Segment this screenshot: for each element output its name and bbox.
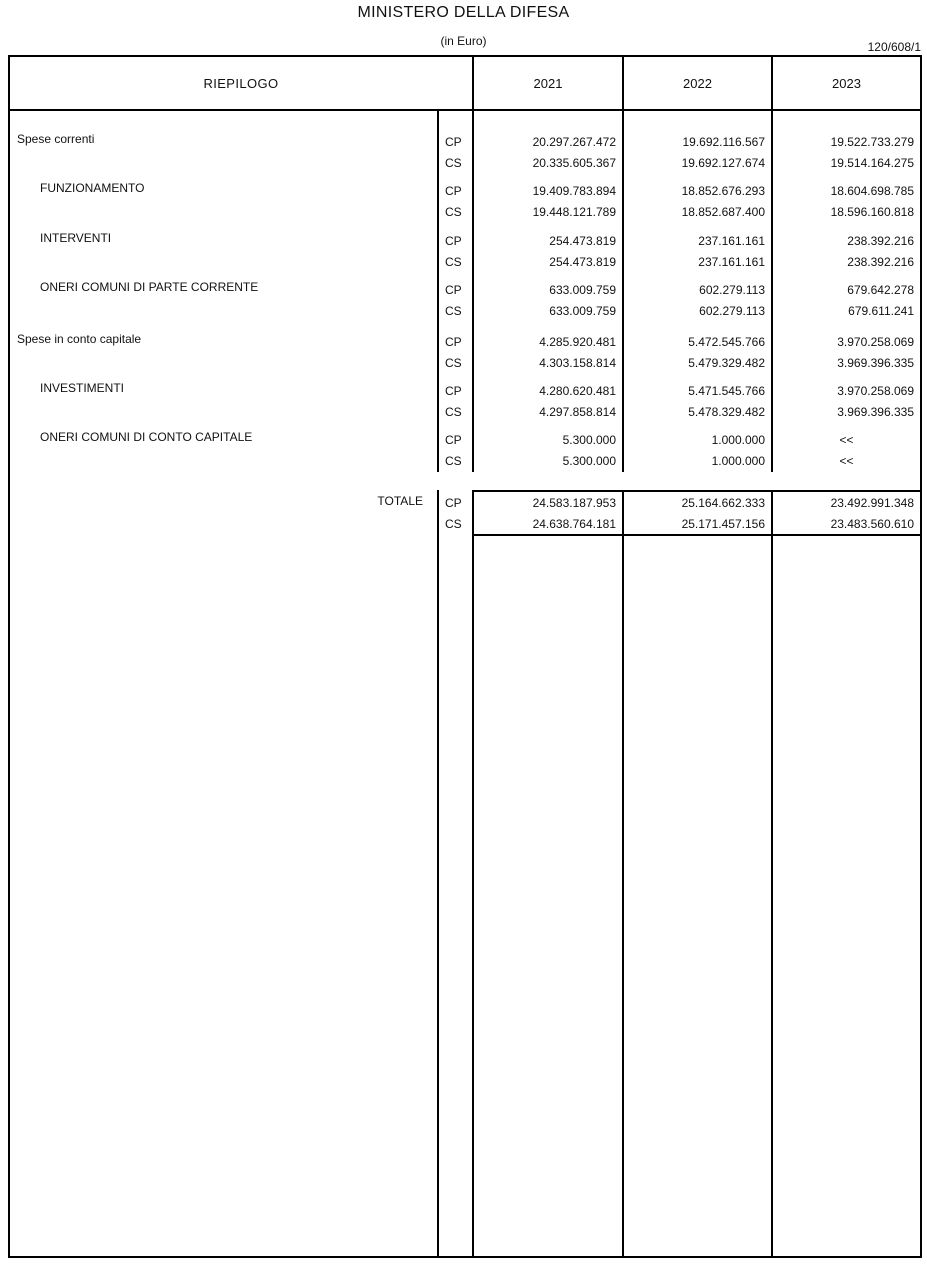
cs-label: CS — [445, 156, 462, 170]
cp-label: CP — [445, 433, 462, 447]
cp-value: 4.285.920.481 — [539, 335, 616, 349]
cp-value: 602.279.113 — [699, 283, 765, 297]
cp-label: CP — [445, 234, 462, 248]
cs-label: CS — [445, 454, 462, 468]
empty-cell — [437, 536, 472, 1256]
cs-value: 254.473.819 — [549, 255, 616, 269]
value-cell-2023 — [771, 111, 920, 174]
cp-value: 237.161.161 — [698, 234, 765, 248]
cp-label: CP — [445, 184, 462, 198]
cp-cs-labels — [437, 111, 472, 174]
value-cell-2021 — [472, 423, 622, 472]
cs-value: 18.852.687.400 — [681, 205, 765, 219]
value-cell-2021 — [472, 273, 622, 322]
cs-value: 5.300.000 — [562, 454, 616, 468]
value-cell-2023 — [771, 223, 920, 273]
cs-value: 18.596.160.818 — [830, 205, 914, 219]
cp-value: 25.164.662.333 — [681, 496, 765, 510]
cp-value: 633.009.759 — [549, 283, 616, 297]
table-row-investimenti — [10, 374, 920, 423]
cp-value: 3.970.258.069 — [837, 335, 914, 349]
row-label: Spese correnti — [17, 132, 95, 146]
row-label: FUNZIONAMENTO — [40, 181, 145, 195]
empty-cell — [10, 536, 437, 1256]
cp-label: CP — [445, 496, 462, 510]
cp-label: CP — [445, 335, 462, 349]
cs-value: 633.009.759 — [549, 304, 616, 318]
cp-cs-labels — [437, 273, 472, 322]
value-cell-2023 — [771, 423, 920, 472]
table-header-row — [10, 57, 920, 111]
cp-value: 3.970.258.069 — [837, 384, 914, 398]
cs-value: 1.000.000 — [711, 454, 765, 468]
row-label: INVESTIMENTI — [40, 381, 125, 395]
table-row-interventi — [10, 223, 920, 273]
cp-value: 19.409.783.894 — [532, 184, 616, 198]
cp-cs-labels — [437, 174, 472, 223]
value-cell-2022 — [622, 423, 771, 472]
cs-value: 19.448.121.789 — [532, 205, 616, 219]
cs-value: 5.479.329.482 — [688, 356, 765, 370]
table-row-spese-correnti — [10, 111, 920, 174]
cs-value: 4.303.158.814 — [539, 356, 616, 370]
cs-label: CS — [445, 205, 462, 219]
totale-label: TOTALE — [377, 494, 423, 508]
cp-value: 5.300.000 — [562, 433, 616, 447]
cp-label: CP — [445, 283, 462, 297]
value-cell-2022 — [622, 174, 771, 223]
cp-value: 254.473.819 — [549, 234, 616, 248]
cs-label: CS — [445, 356, 462, 370]
row-label: INTERVENTI — [40, 231, 112, 245]
cp-value: 1.000.000 — [711, 433, 765, 447]
table-empty-area — [10, 536, 920, 1256]
value-cell-2022 — [622, 374, 771, 423]
header-year-2021: 2021 — [472, 57, 622, 109]
cp-label: CP — [445, 135, 462, 149]
cp-value: << — [839, 433, 854, 447]
row-label: ONERI COMUNI DI PARTE CORRENTE — [40, 280, 259, 294]
cp-value: 679.642.278 — [847, 283, 914, 297]
total-cell-2022 — [622, 490, 771, 536]
empty-cell — [472, 536, 622, 1256]
total-cell-2021 — [472, 490, 622, 536]
total-cell-2023 — [771, 490, 920, 536]
cs-value: 238.392.216 — [847, 255, 914, 269]
value-cell-2022 — [622, 111, 771, 174]
cs-value: 19.514.164.275 — [830, 156, 914, 170]
summary-table — [8, 55, 922, 1258]
cs-value: 25.171.457.156 — [681, 517, 765, 531]
cs-value: << — [839, 454, 854, 468]
value-cell-2023 — [771, 174, 920, 223]
empty-cell — [771, 536, 920, 1256]
cp-value: 19.692.116.567 — [682, 135, 765, 149]
cp-value: 23.492.991.348 — [830, 496, 914, 510]
cs-value: 3.969.396.335 — [837, 356, 914, 370]
cp-value: 19.522.733.279 — [830, 135, 914, 149]
cp-value: 18.852.676.293 — [681, 184, 765, 198]
cs-label: CS — [445, 255, 462, 269]
cs-value: 23.483.560.610 — [830, 517, 914, 531]
empty-cell — [622, 536, 771, 1256]
currency-note: (in Euro) — [440, 34, 487, 48]
row-label: ONERI COMUNI DI CONTO CAPITALE — [40, 430, 253, 444]
page-title: MINISTERO DELLA DIFESA — [357, 4, 570, 21]
cs-label: CS — [445, 517, 462, 531]
header-year-2022: 2022 — [622, 57, 771, 109]
value-cell-2022 — [622, 273, 771, 322]
value-cell-2021 — [472, 322, 622, 374]
cp-label: CP — [445, 384, 462, 398]
cs-value: 4.297.858.814 — [539, 405, 616, 419]
cs-value: 19.692.127.674 — [681, 156, 765, 170]
table-row-funzionamento — [10, 174, 920, 223]
cp-value: 5.472.545.766 — [688, 335, 765, 349]
header-year-2023: 2023 — [771, 57, 920, 109]
cp-cs-labels — [437, 374, 472, 423]
value-cell-2021 — [472, 223, 622, 273]
value-cell-2023 — [771, 322, 920, 374]
cs-value: 20.335.605.367 — [532, 156, 616, 170]
table-row-totale — [10, 490, 920, 536]
cs-value: 602.279.113 — [699, 304, 765, 318]
table-row-oneri-conto-capitale — [10, 423, 920, 472]
row-label: Spese in conto capitale — [17, 332, 142, 346]
value-cell-2023 — [771, 273, 920, 322]
value-cell-2022 — [622, 322, 771, 374]
cs-value: 24.638.764.181 — [532, 517, 616, 531]
cp-cs-labels — [437, 490, 472, 536]
cp-cs-labels — [437, 322, 472, 374]
cp-value: 20.297.267.472 — [532, 135, 616, 149]
table-row-spese-conto-capitale — [10, 322, 920, 374]
value-cell-2021 — [472, 174, 622, 223]
table-row-oneri-parte-corrente — [10, 273, 920, 322]
cs-value: 237.161.161 — [698, 255, 765, 269]
cs-value: 3.969.396.335 — [837, 405, 914, 419]
cs-value: 5.478.329.482 — [688, 405, 765, 419]
value-cell-2021 — [472, 374, 622, 423]
cp-value: 18.604.698.785 — [830, 184, 914, 198]
cp-value: 5.471.545.766 — [688, 384, 765, 398]
cp-value: 24.583.187.953 — [532, 496, 616, 510]
value-cell-2021 — [472, 111, 622, 174]
cs-label: CS — [445, 304, 462, 318]
document-code: 120/608/1 — [867, 40, 921, 54]
value-cell-2022 — [622, 223, 771, 273]
cp-cs-labels — [437, 223, 472, 273]
cp-value: 4.280.620.481 — [539, 384, 616, 398]
cp-value: 238.392.216 — [847, 234, 914, 248]
cp-cs-labels — [437, 423, 472, 472]
cs-label: CS — [445, 405, 462, 419]
value-cell-2023 — [771, 374, 920, 423]
cs-value: 679.611.241 — [848, 304, 914, 318]
header-riepilogo: RIEPILOGO — [203, 75, 279, 91]
